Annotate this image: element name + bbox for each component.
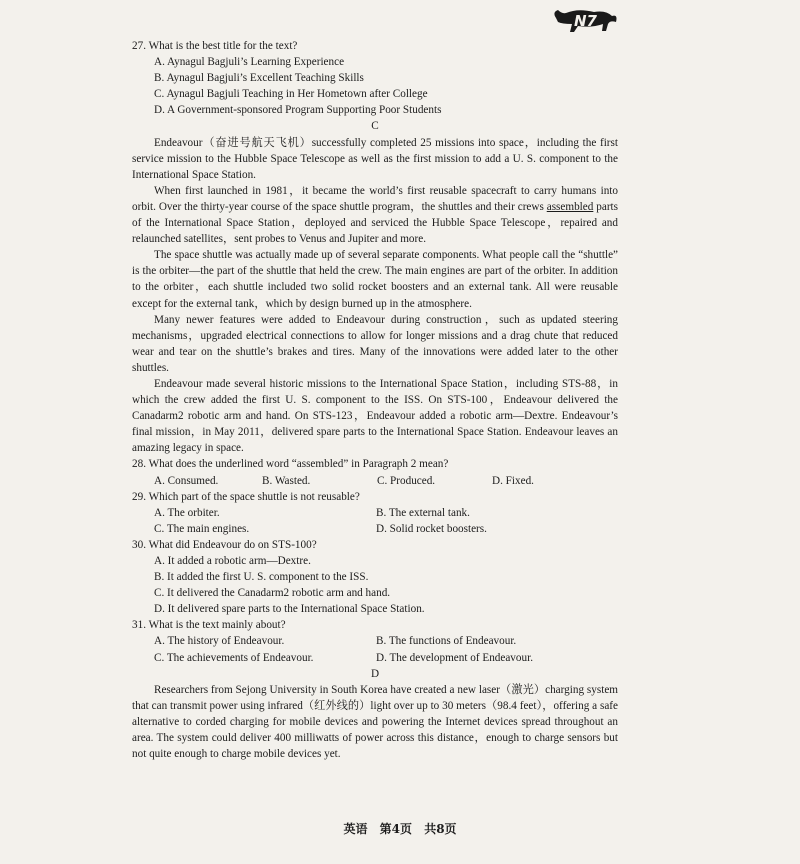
question-stem: 28. What does the underlined word “assembled” in Paragraph 2 mean?	[132, 458, 449, 471]
option-b: B. Aynagul Bagjuli’s Excellent Teaching Skills	[154, 72, 364, 85]
paragraph-c1: Endeavour（奋进号航天飞机）successfully completed 25 missions into space，including the first service mission to the Hubble Space Telescope as well as the first mission to add a U. S. component to the International Space Station.	[132, 136, 618, 181]
option-c: C. It delivered the Canadarm2 robotic arm and hand.	[154, 587, 391, 600]
underlined-word: assembled	[546, 200, 594, 213]
option-b: B. The functions of Endeavour.	[376, 635, 517, 648]
option-d: D. The development of Endeavour.	[376, 651, 533, 664]
options-row	[154, 505, 618, 521]
exam-content	[132, 38, 618, 762]
option-c: C. Produced.	[377, 474, 436, 487]
options-row	[154, 650, 618, 666]
option-d: D. It delivered spare parts to the International Space Station.	[154, 603, 425, 616]
section-c-heading: C	[371, 120, 379, 133]
section-d-heading: D	[370, 667, 380, 680]
options-row	[154, 633, 618, 649]
option-d: D. Fixed.	[492, 474, 534, 487]
option-c: C. The achievements of Endeavour.	[154, 651, 314, 664]
option-c: C. The main engines.	[154, 522, 250, 535]
footer-subject: 英语	[343, 822, 368, 836]
footer-page: 第4页	[379, 822, 412, 836]
paragraph-text: When first launched in 1981，it became the world’s first reusable spacecraft to carry humans into orbit. Over the thirty-year course of the space shuttle program，the shuttles and their crews	[132, 184, 618, 213]
option-a: A. Aynagul Bagjuli’s Learning Experience	[154, 56, 345, 69]
page-footer	[0, 820, 800, 837]
option-b: B. The external tank.	[376, 506, 470, 519]
option-d: D. Solid rocket boosters.	[376, 522, 487, 535]
option-d: D. A Government-sponsored Program Supporting Poor Students	[154, 104, 442, 117]
options-row	[154, 473, 618, 489]
question-stem: 29. Which part of the space shuttle is not reusable?	[132, 490, 360, 503]
paragraph-d1: Researchers from Sejong University in South Korea have created a new laser（激光）charging system that can transmit power using infrared（红外线的）light over up to 30 meters（98.4 feet），offering a safe alternative to corded charging for mobile devices and powering the Internet devices spread throughout an area. The system could deliver 400 milliwatts of power across this distance，enough to charge sensors but not quite enough to charge mobile devices yet.	[132, 683, 618, 761]
logo-text: N7	[574, 12, 597, 30]
paragraph-c4: Many newer features were added to Endeavour during construction，such as updated steering mechanisms，upgraded electrical connections to allow for longer missions and a drag chute that reduced wear and tear on the shuttle’s brakes and tires. Many of the innovations were added later to the other shuttles.	[132, 313, 618, 374]
question-stem: 27. What is the best title for the text?	[132, 40, 298, 52]
options-row	[154, 521, 618, 537]
option-c: C. Aynagul Bagjuli Teaching in Her Hometown after College	[154, 88, 428, 101]
question-31	[132, 617, 618, 665]
option-b: B. Wasted.	[262, 474, 311, 487]
paragraph-c2	[132, 183, 618, 247]
question-28	[132, 456, 618, 488]
option-a: A. It added a robotic arm—Dextre.	[154, 555, 311, 567]
question-stem: 30. What did Endeavour do on STS-100?	[132, 538, 317, 551]
option-a: A. The orbiter.	[154, 506, 220, 519]
paragraph-c3: The space shuttle was actually made up of several separate components. What people call the “shuttle” is the orbiter—the part of the shuttle that held the crew. The main engines are part of the orbiter. In addition to the orbiter，each shuttle included two solid rocket boosters and an external tank. All were reusable except for the external tank，which by design burned up in the atmosphere.	[132, 249, 618, 310]
option-a: A. Consumed.	[154, 474, 219, 487]
question-30	[132, 537, 618, 617]
question-stem: 31. What is the text mainly about?	[132, 619, 286, 632]
footer-total: 共8页	[424, 822, 457, 836]
paragraph-c5: Endeavour made several historic missions to the International Space Station，including STS-88，in which the crew added the first U. S. component to the ISS. On STS-100，Endeavour delivered the Canadarm2 robotic arm and hand. On STS-123，Endeavour added a robotic arm—Dextre. Endeavour’s final mission，in May 2011，delivered spare parts to the International Space Station. Endeavour leaves an amazing legacy in space.	[132, 377, 618, 455]
question-27	[132, 38, 618, 118]
question-29	[132, 489, 618, 537]
option-b: B. It added the first U. S. component to the ISS.	[154, 571, 369, 584]
option-a: A. The history of Endeavour.	[154, 635, 285, 648]
bull-logo-icon	[548, 4, 620, 34]
paragraph-text: parts of the International Space Station，deployed and serviced the Hubble Space Telescope，repaired and relaunched satellites，sent probes to Venus and Jupiter and more.	[132, 200, 619, 246]
